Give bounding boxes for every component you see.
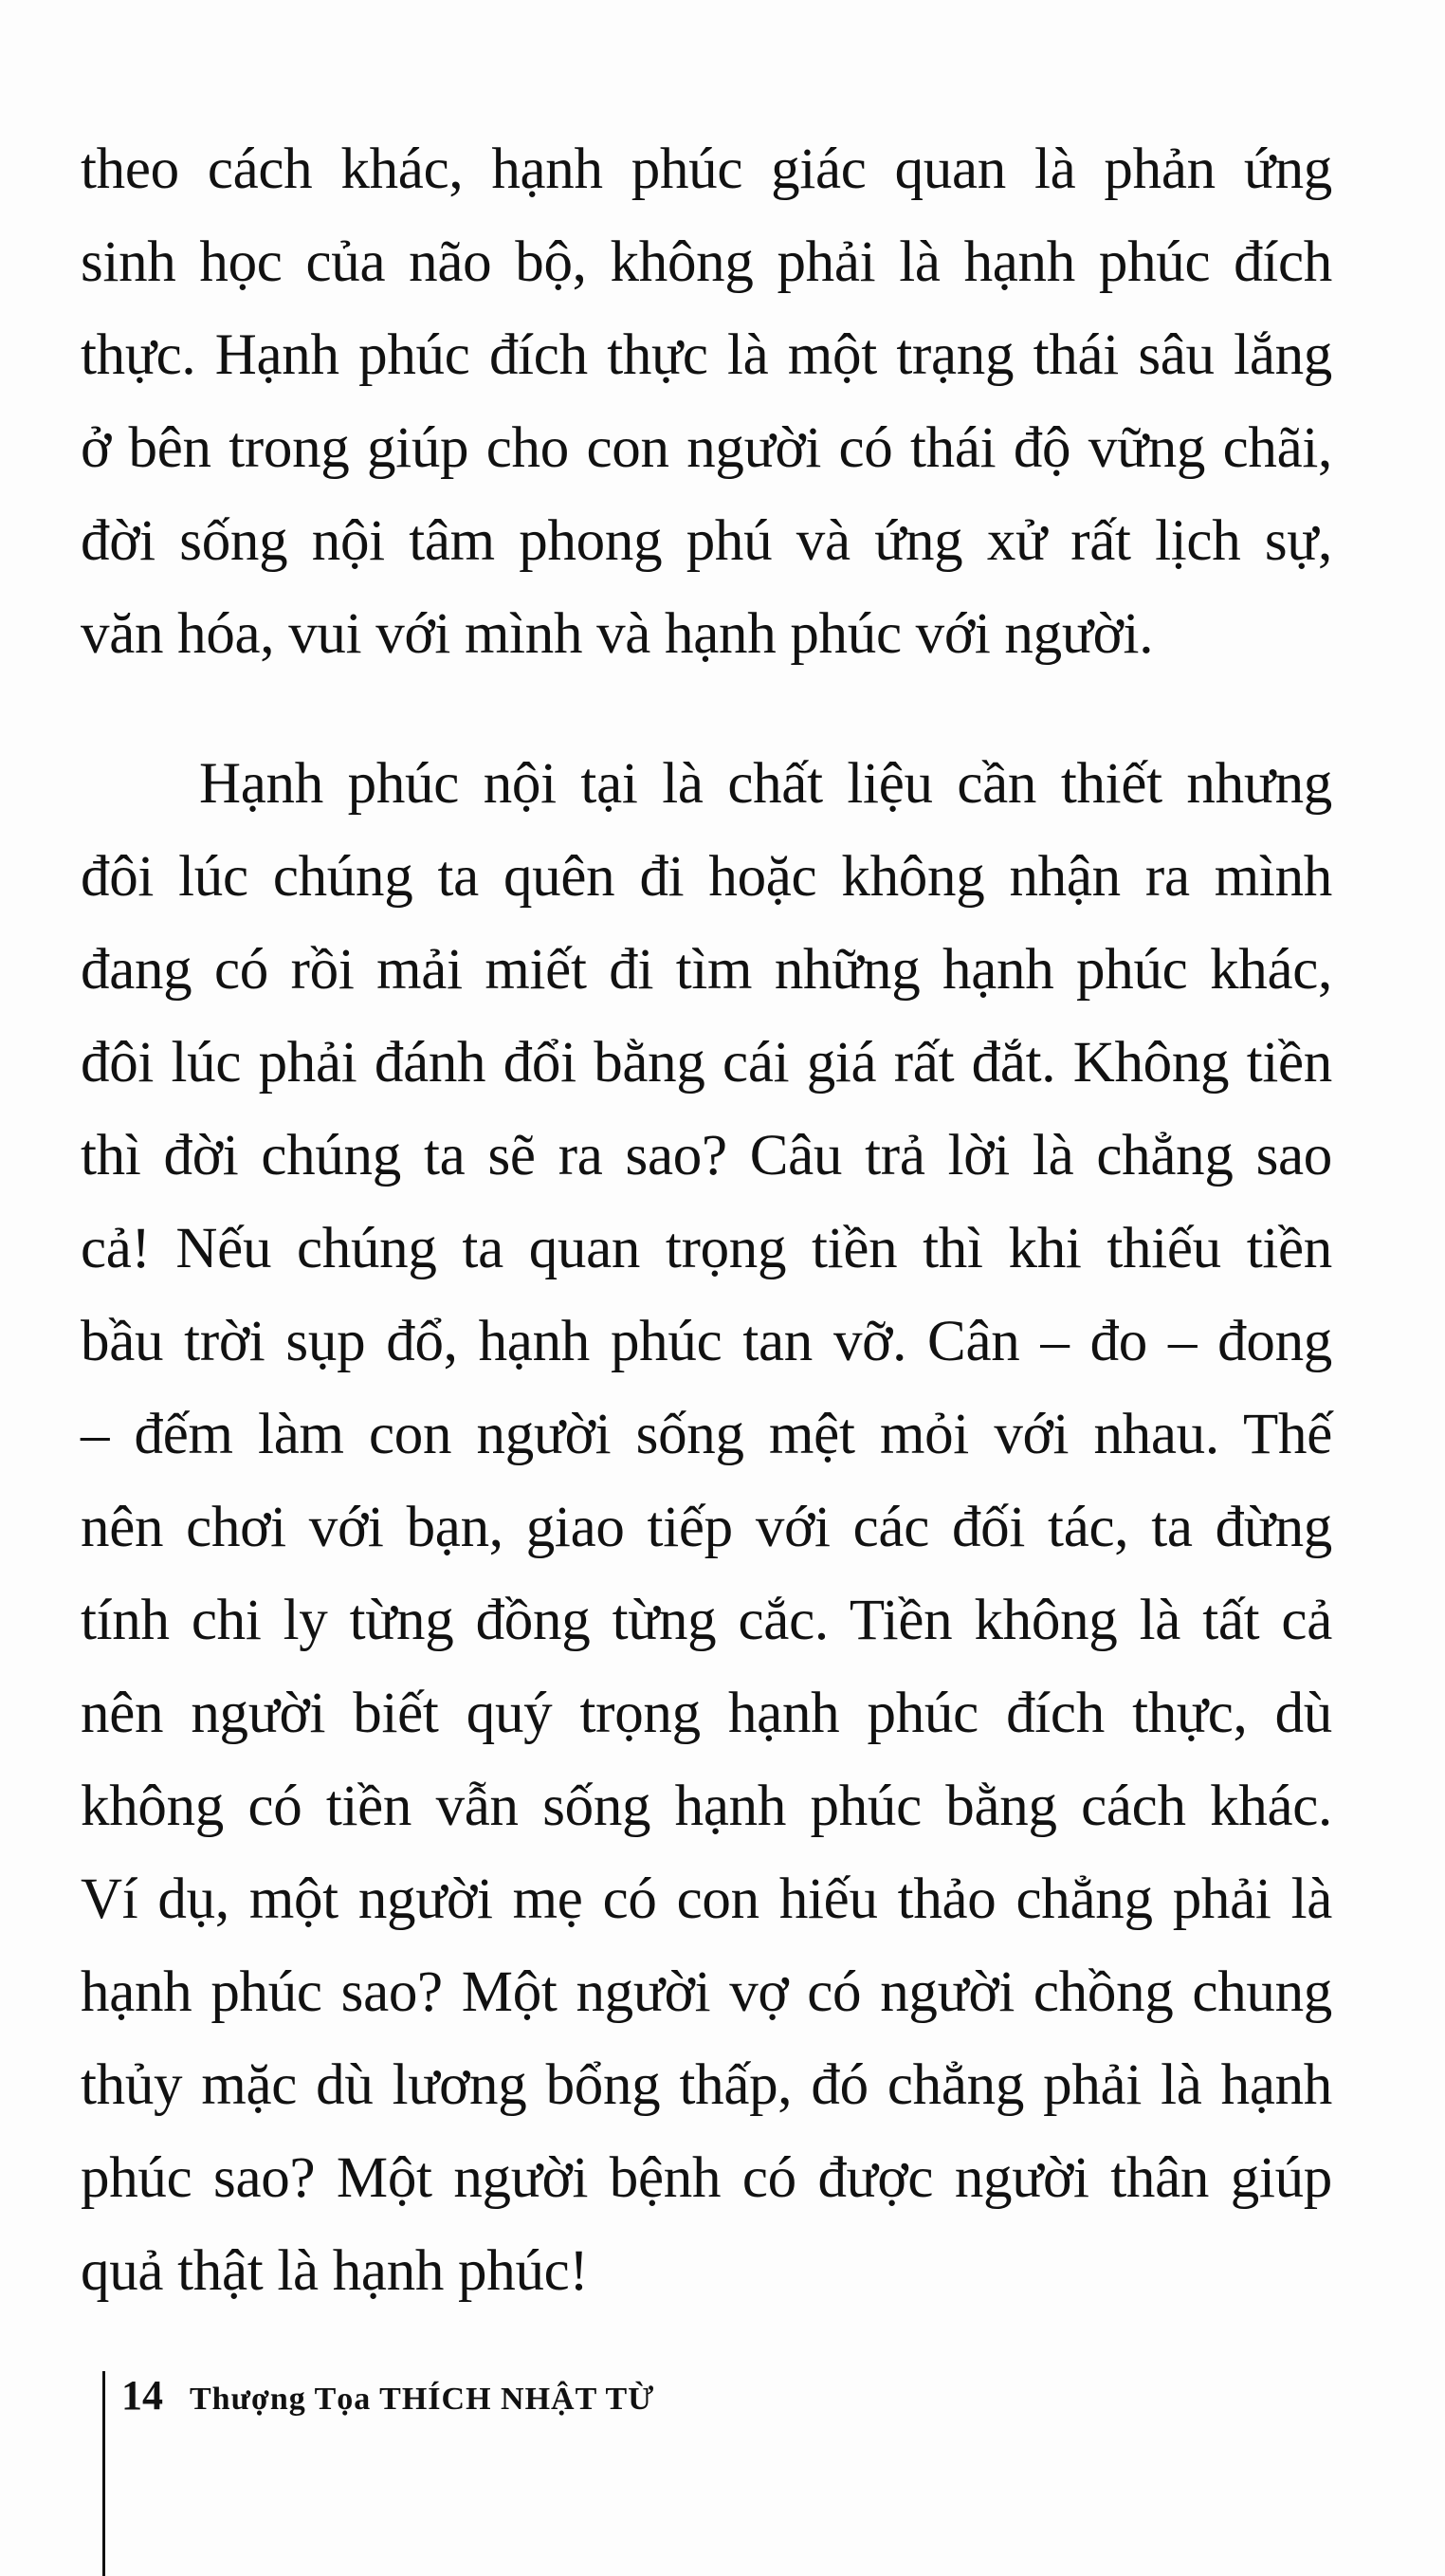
text-line: văn hóa, vui với mình và hạnh phúc với người. — [81, 602, 1154, 666]
text-line: bầu trời sụp đổ, hạnh phúc tan vỡ. Cân – đo – đong — [81, 1310, 1332, 1373]
text-line: đời sống nội tâm phong phú và ứng xử rất lịch sự, — [81, 509, 1332, 573]
text-line: phúc sao? Một người bệnh có được người thân giúp — [81, 2146, 1332, 2210]
text-line: nên chơi với bạn, giao tiếp với các đối tác, ta đừng — [81, 1496, 1332, 1559]
paragraph-1 — [81, 123, 1332, 681]
text-line: đang có rồi mải miết đi tìm những hạnh phúc khác, — [81, 938, 1332, 1002]
text-line: không có tiền vẫn sống hạnh phúc bằng cách khác. — [81, 1775, 1332, 1838]
text-line: đôi lúc phải đánh đổi bằng cái giá rất đắt. Không tiền — [81, 1031, 1332, 1095]
text-line: đôi lúc chúng ta quên đi hoặc không nhận ra mình — [81, 845, 1332, 909]
text-line: cả! Nếu chúng ta quan trọng tiền thì khi thiếu tiền — [81, 1217, 1332, 1280]
text-line: thủy mặc dù lương bổng thấp, đó chẳng phải là hạnh — [81, 2053, 1332, 2117]
text-line: Hạnh phúc nội tại là chất liệu cần thiết nhưng — [199, 752, 1332, 816]
text-line: hạnh phúc sao? Một người vợ có người chồng chung — [81, 1960, 1332, 2024]
text-line: – đếm làm con người sống mệt mỏi với nhau. Thế — [81, 1403, 1332, 1466]
text-line: tính chi ly từng đồng từng cắc. Tiền không là tất cả — [81, 1589, 1332, 1652]
running-head: Thượng Tọa THÍCH NHẬT TỪ — [190, 2382, 655, 2417]
paragraph-2 — [81, 738, 1332, 2318]
text-line: sinh học của não bộ, không phải là hạnh phúc đích — [81, 230, 1332, 294]
text-line: quả thật là hạnh phúc! — [81, 2239, 589, 2303]
page-footer — [104, 2371, 654, 2420]
text-line: thực. Hạnh phúc đích thực là một trạng thái sâu lắng — [81, 323, 1332, 387]
page-number: 14 — [121, 2372, 163, 2419]
text-line: theo cách khác, hạnh phúc giác quan là phản ứng — [81, 138, 1332, 201]
text-line: Ví dụ, một người mẹ có con hiếu thảo chẳng phải là — [81, 1868, 1332, 1931]
text-line: nên người biết quý trọng hạnh phúc đích thực, dù — [81, 1682, 1332, 1745]
text-line: ở bên trong giúp cho con người có thái độ vững chãi, — [81, 416, 1332, 480]
text-line: thì đời chúng ta sẽ ra sao? Câu trả lời là chẳng sao — [81, 1124, 1332, 1187]
